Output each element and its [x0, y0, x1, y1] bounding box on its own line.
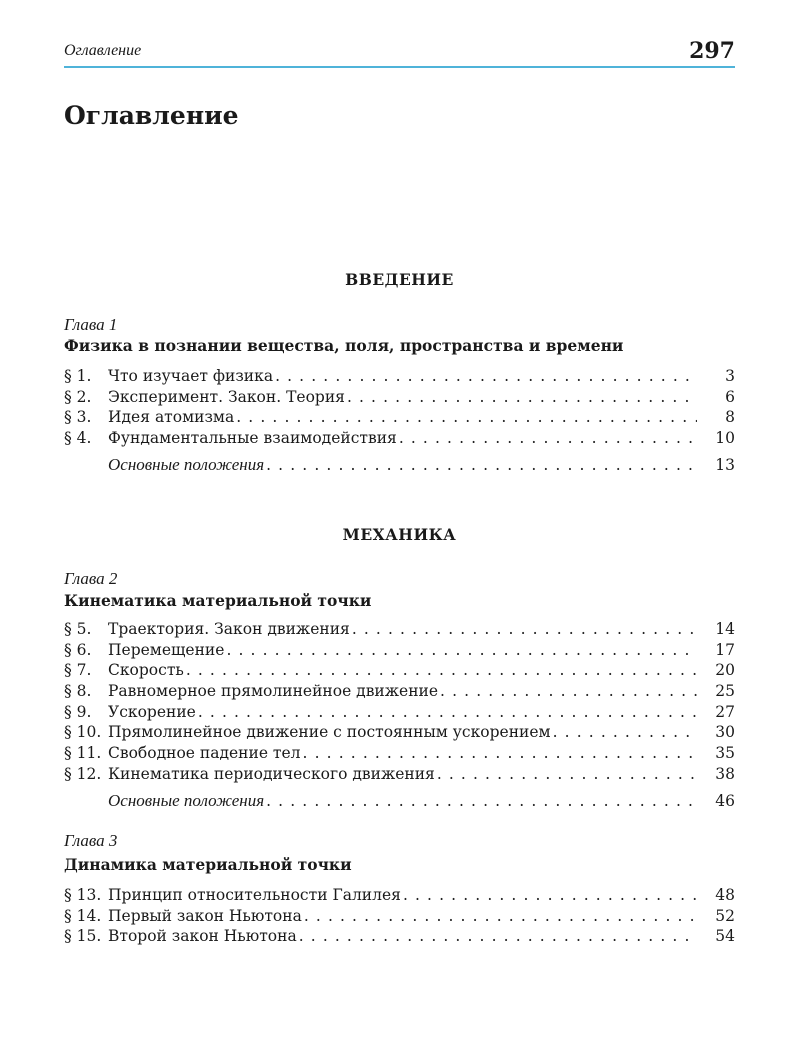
- dot-leader: [403, 886, 697, 904]
- chapter-title: Физика в познании вещества, поля, пространства и времени: [64, 336, 624, 355]
- section-title: Принцип относительности Галилея: [108, 886, 401, 904]
- section-number: § 1.: [64, 367, 92, 385]
- section-title: Второй закон Ньютона: [108, 927, 297, 946]
- section-title: Свободное падение тел: [108, 744, 301, 763]
- running-head-title: Оглавление: [64, 42, 142, 59]
- dot-leader: [226, 641, 697, 659]
- section-page: 38: [715, 764, 735, 783]
- section-number: § 10.: [64, 723, 102, 742]
- chapter-title: Кинематика материальной точки: [64, 591, 372, 610]
- section-number: § 15.: [64, 927, 102, 946]
- dot-leader: [553, 723, 697, 741]
- section-title: Эксперимент. Закон. Теория: [108, 387, 345, 406]
- section-title: Кинематика периодического движения: [108, 764, 435, 783]
- toc-entry[interactable]: [64, 682, 735, 703]
- section-title: Первый закон Ньютона: [108, 906, 302, 925]
- section-title: Равномерное прямолинейное движение: [108, 682, 439, 701]
- page-title: Оглавление: [64, 101, 239, 130]
- toc-entry[interactable]: [64, 723, 735, 744]
- chapter-label: Глава 3: [64, 831, 118, 850]
- summary-title: Основные положения: [108, 790, 265, 810]
- section-title: Скорость: [108, 661, 184, 680]
- dot-leader: [440, 682, 697, 700]
- section-page: 20: [715, 661, 735, 680]
- section-number: § 5.: [64, 620, 92, 638]
- toc-entry[interactable]: [64, 886, 735, 907]
- dot-leader: [399, 429, 697, 447]
- chapter-label: Глава 2: [64, 569, 118, 588]
- section-page: 3: [725, 367, 735, 385]
- section-number: § 11.: [64, 744, 102, 763]
- dot-leader: [266, 456, 697, 474]
- summary-page: 13: [715, 455, 735, 474]
- section-title: Прямолинейное движение с постоянным ускорением: [108, 723, 551, 742]
- dot-leader: [186, 661, 697, 679]
- toc-entry[interactable]: [64, 744, 735, 765]
- toc-entry[interactable]: [64, 620, 735, 641]
- section-page: 6: [725, 387, 735, 406]
- section-number: § 13.: [64, 886, 102, 904]
- part-heading: МЕХАНИКА: [342, 525, 457, 544]
- section-page: 10: [715, 429, 735, 448]
- dot-leader: [352, 620, 697, 638]
- section-page: 25: [715, 682, 735, 701]
- toc-entry[interactable]: [64, 388, 735, 409]
- toc-entry[interactable]: [64, 703, 735, 724]
- section-number: § 2.: [64, 387, 92, 406]
- section-number: § 4.: [64, 429, 92, 448]
- section-page: 30: [715, 723, 735, 742]
- chapter-title: Динамика материальной точки: [64, 855, 352, 874]
- dot-leader: [437, 765, 697, 783]
- section-number: § 12.: [64, 764, 102, 783]
- section-title: Идея атомизма: [108, 408, 235, 427]
- section-page: 14: [715, 620, 735, 638]
- section-page: 48: [715, 886, 735, 904]
- section-page: 54: [715, 927, 735, 946]
- section-title: Траектория. Закон движения: [108, 620, 350, 638]
- chapter-label: Глава 1: [64, 315, 118, 334]
- dot-leader: [303, 744, 697, 762]
- section-title: Ускорение: [108, 702, 196, 721]
- toc-summary-entry[interactable]: [64, 455, 735, 476]
- section-number: § 6.: [64, 640, 92, 659]
- section-title: Фундаментальные взаимодействия: [108, 429, 397, 448]
- toc-entry[interactable]: [64, 765, 735, 786]
- toc-list: [64, 886, 735, 948]
- section-page: 17: [715, 640, 735, 659]
- toc-entry[interactable]: [64, 907, 735, 928]
- running-head: [64, 40, 735, 66]
- section-number: § 8.: [64, 682, 92, 701]
- dot-leader: [275, 367, 697, 385]
- toc-entry[interactable]: [64, 927, 735, 948]
- part-heading: ВВЕДЕНИЕ: [345, 270, 454, 289]
- toc-entry[interactable]: [64, 429, 735, 450]
- toc-list: [64, 620, 735, 811]
- section-page: 35: [715, 744, 735, 763]
- summary-page: 46: [715, 791, 735, 810]
- section-page: 52: [715, 906, 735, 925]
- section-number: § 7.: [64, 661, 92, 680]
- section-title: Перемещение: [108, 640, 225, 659]
- dot-leader: [299, 927, 697, 945]
- toc-entry[interactable]: [64, 641, 735, 662]
- toc-summary-entry[interactable]: [64, 791, 735, 812]
- dot-leader: [198, 703, 697, 721]
- section-title: Что изучает физика: [108, 367, 274, 385]
- dot-leader: [304, 907, 697, 925]
- toc-entry[interactable]: [64, 367, 735, 388]
- toc-entry[interactable]: [64, 408, 735, 429]
- dot-leader: [347, 388, 697, 406]
- dot-leader: [236, 408, 697, 426]
- summary-title: Основные положения: [108, 454, 265, 474]
- section-number: § 14.: [64, 906, 102, 925]
- section-number: § 3.: [64, 408, 92, 427]
- toc-list: [64, 367, 735, 475]
- section-page: 8: [725, 408, 735, 427]
- page-number: 297: [689, 38, 735, 64]
- toc-entry[interactable]: [64, 661, 735, 682]
- header-rule: [64, 66, 735, 68]
- section-page: 27: [715, 702, 735, 721]
- section-number: § 9.: [64, 702, 92, 721]
- dot-leader: [266, 792, 697, 810]
